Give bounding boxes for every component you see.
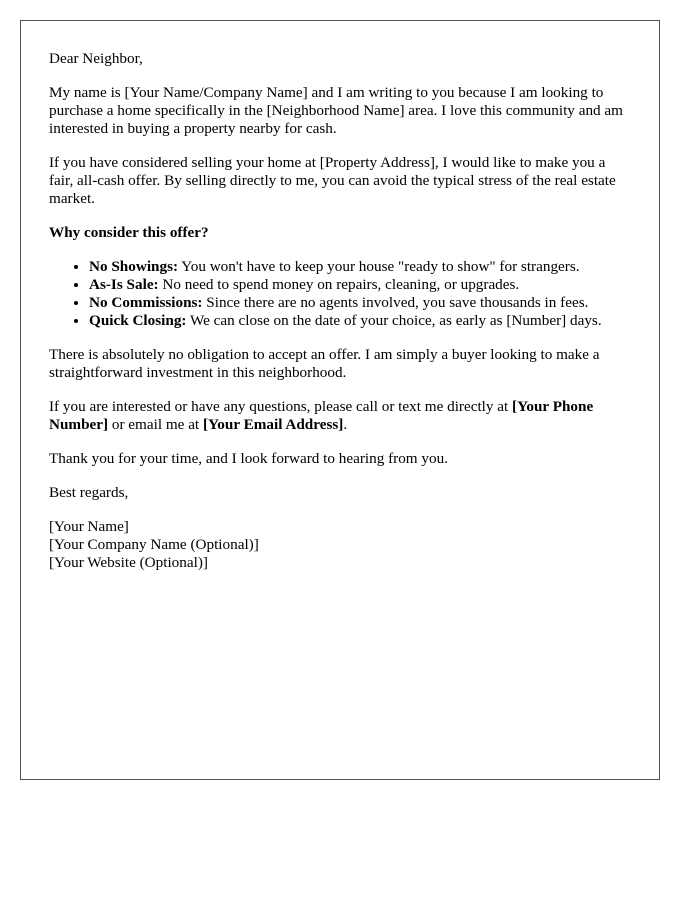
email-placeholder: [Your Email Address] [202, 416, 344, 433]
signature-website: [Your Website (Optional)] [49, 554, 208, 571]
signature-company: [Your Company Name (Optional)] [49, 536, 259, 553]
benefit-text: Since there are no agents involved, you save thousands in fees. [202, 294, 589, 311]
list-item [89, 258, 631, 276]
signature-name: [Your Name] [49, 518, 129, 535]
benefit-title: Quick Closing: [89, 312, 187, 329]
signature-block [49, 518, 631, 572]
list-item [89, 312, 631, 330]
benefit-text: We can close on the date of your choice, as early as [Number] days. [186, 312, 602, 329]
contact-text-between: or email me at [108, 416, 203, 433]
benefit-title: No Commissions: [89, 294, 203, 311]
contact-text-before: If you are interested or have any questions, please call or text me directly at [49, 398, 513, 415]
intro-paragraph: My name is [Your Name/Company Name] and I am writing to you because I am looking to purchase a home specifically in the [Neighborhood Name] area. I love this community and am interested in buying a property nearby for cash. [49, 84, 623, 137]
contact-paragraph [49, 398, 631, 434]
salutation: Dear Neighbor, [49, 50, 143, 67]
benefits-heading: Why consider this offer? [49, 224, 209, 241]
letter-page [20, 20, 660, 780]
phone-placeholder: [Your Phone Number] [49, 398, 594, 433]
benefits-list [49, 258, 631, 330]
contact-text-after: . [343, 416, 348, 433]
thanks-paragraph: Thank you for your time, and I look forward to hearing from you. [49, 450, 448, 467]
benefit-title: As-Is Sale: [89, 276, 159, 293]
closing: Best regards, [49, 484, 129, 501]
benefit-text: No need to spend money on repairs, cleaning, or upgrades. [158, 276, 520, 293]
benefit-text: You won't have to keep your house "ready to show" for strangers. [178, 258, 580, 275]
offer-paragraph: If you have considered selling your home at [Property Address], I would like to make you a fair, all-cash offer. By selling directly to me, you can avoid the typical stress of the real estate market. [49, 154, 616, 207]
benefit-title: No Showings: [89, 258, 179, 275]
list-item [89, 276, 631, 294]
list-item [89, 294, 631, 312]
obligation-paragraph: There is absolutely no obligation to accept an offer. I am simply a buyer looking to make a straightforward investment in this neighborhood. [49, 346, 600, 381]
